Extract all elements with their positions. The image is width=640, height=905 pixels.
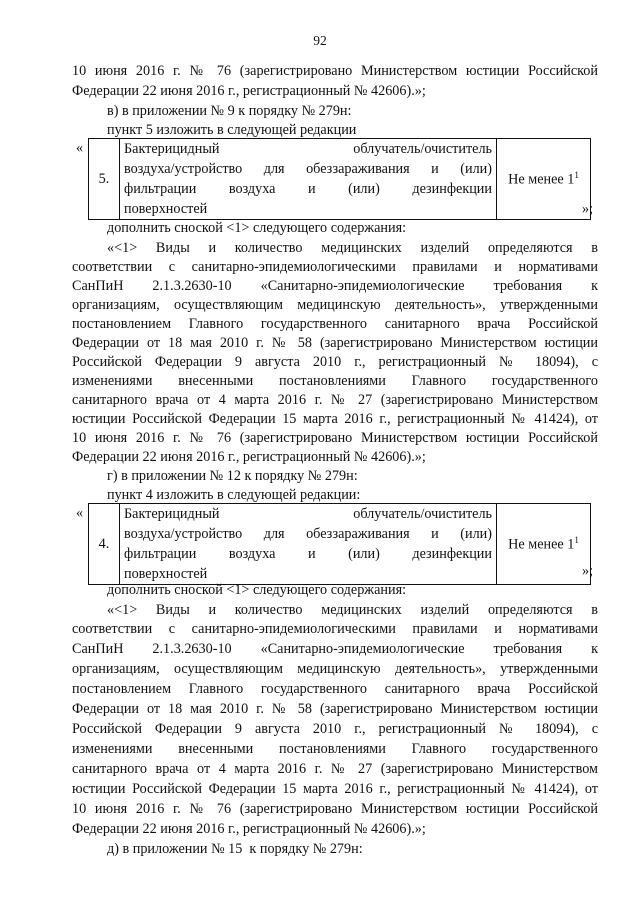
section-heading: в) в приложении № 9 к порядку № 279н: xyxy=(107,103,352,119)
open-quote: « xyxy=(76,505,84,521)
footnote-marker: 1 xyxy=(574,534,579,545)
item-line: Бактерицидный облучатель/очиститель xyxy=(124,506,492,522)
row-number: 5. xyxy=(89,139,120,220)
footnote-line: организациям, осуществляющим медицинскую деятельность», утвержденными xyxy=(72,297,598,313)
footnote-line: Федерации 22 июня 2016 г., регистрационный № 42606).»; xyxy=(72,821,426,837)
table-row xyxy=(89,504,591,585)
footnote-line: постановлением Главного государственного санитарного врача Российской xyxy=(72,681,598,697)
footnote-line: юстиции Российской Федерации 15 марта 2016 г., регистрационный № 41424), от xyxy=(72,411,598,427)
row-number: 4. xyxy=(89,504,120,585)
footnote-intro: дополнить сноской <1> следующего содержания: xyxy=(107,220,407,236)
footnote-line: юстиции Российской Федерации 15 марта 2016 г., регистрационный № 41424), от xyxy=(72,781,598,797)
item-description xyxy=(120,504,497,585)
footnote-line: Федерации от 18 мая 2010 г. № 58 (зарегистрировано Министерством юстиции xyxy=(72,335,598,351)
footnote-line: Федерации 22 июня 2016 г., регистрационный № 42606).»; xyxy=(72,449,426,465)
close-quote: »; xyxy=(582,563,594,579)
section-instruction: пункт 4 изложить в следующей редакции: xyxy=(107,487,361,503)
quantity-cell xyxy=(497,504,594,585)
footnote-line: СанПиН 2.1.3.2630-10 «Санитарно-эпидемиологические требования к xyxy=(72,278,598,294)
footnote-line: соответствии с санитарно-эпидемиологическими правилами и нормативами xyxy=(72,621,598,637)
footnote-line: СанПиН 2.1.3.2630-10 «Санитарно-эпидемиологические требования к xyxy=(72,641,598,657)
item-line: поверхностей xyxy=(124,201,208,217)
footnote-line: 10 июня 2016 г. № 76 (зарегистрировано Министерством юстиции Российской xyxy=(72,430,598,446)
footnote-line: Федерации от 18 мая 2010 г. № 58 (зарегистрировано Министерством юстиции xyxy=(72,701,598,717)
item-line: поверхностей xyxy=(124,566,208,582)
open-quote: « xyxy=(76,140,84,156)
footnote-line: санитарного врача от 4 марта 2016 г. № 27 (зарегистрировано Министерством xyxy=(72,761,598,777)
section-heading: г) в приложении № 12 к порядку № 279н: xyxy=(107,468,358,484)
footnote-line: Российской Федерации 9 августа 2010 г., регистрационный № 18094), с xyxy=(72,354,598,370)
quantity-value: Не менее 1 xyxy=(508,171,575,188)
quantity-value: Не менее 1 xyxy=(508,536,575,553)
quantity-cell xyxy=(497,139,594,220)
footnote-line: «<1> Виды и количество медицинских изделий определяются в xyxy=(107,602,598,618)
section-instruction: пункт 5 изложить в следующей редакции xyxy=(107,122,357,138)
page-number: 92 xyxy=(313,33,327,48)
footnote-line: «<1> Виды и количество медицинских изделий определяются в xyxy=(107,240,598,256)
footnote-line: постановлением Главного государственного санитарного врача Российской xyxy=(72,316,598,332)
text-line: 10 июня 2016 г. № 76 (зарегистрировано Министерством юстиции Российской xyxy=(72,63,598,79)
close-quote: »; xyxy=(582,201,594,217)
footnote-line: изменениями внесенными постановлениями Главного государственного xyxy=(72,741,598,757)
footnote-intro: дополнить сноской <1> следующего содержания: xyxy=(107,582,407,598)
item-line: фильтрации воздуха и (или) дезинфекции xyxy=(124,181,492,197)
footnote-line: изменениями внесенными постановлениями Главного государственного xyxy=(72,373,598,389)
section-heading: д) в приложении № 15 к порядку № 279н: xyxy=(107,841,363,857)
item-description xyxy=(120,139,497,220)
text-line: Федерации 22 июня 2016 г., регистрационный № 42606).»; xyxy=(72,83,426,99)
table-row xyxy=(89,139,591,220)
footnote-line: 10 июня 2016 г. № 76 (зарегистрировано Министерством юстиции Российской xyxy=(72,801,598,817)
item-line: воздуха/устройство для обеззараживания и (или) xyxy=(124,161,492,177)
item-line: Бактерицидный облучатель/очиститель xyxy=(124,141,492,157)
item-line: фильтрации воздуха и (или) дезинфекции xyxy=(124,546,492,562)
footnote-line: соответствии с санитарно-эпидемиологическими правилами и нормативами xyxy=(72,259,598,275)
item-line: воздуха/устройство для обеззараживания и (или) xyxy=(124,526,492,542)
equipment-table xyxy=(88,503,594,585)
footnote-line: Российской Федерации 9 августа 2010 г., регистрационный № 18094), с xyxy=(72,721,598,737)
footnote-marker: 1 xyxy=(574,169,579,180)
footnote-line: санитарного врача от 4 марта 2016 г. № 27 (зарегистрировано Министерством xyxy=(72,392,598,408)
equipment-table xyxy=(88,138,594,220)
footnote-line: организациям, осуществляющим медицинскую деятельность», утвержденными xyxy=(72,661,598,677)
